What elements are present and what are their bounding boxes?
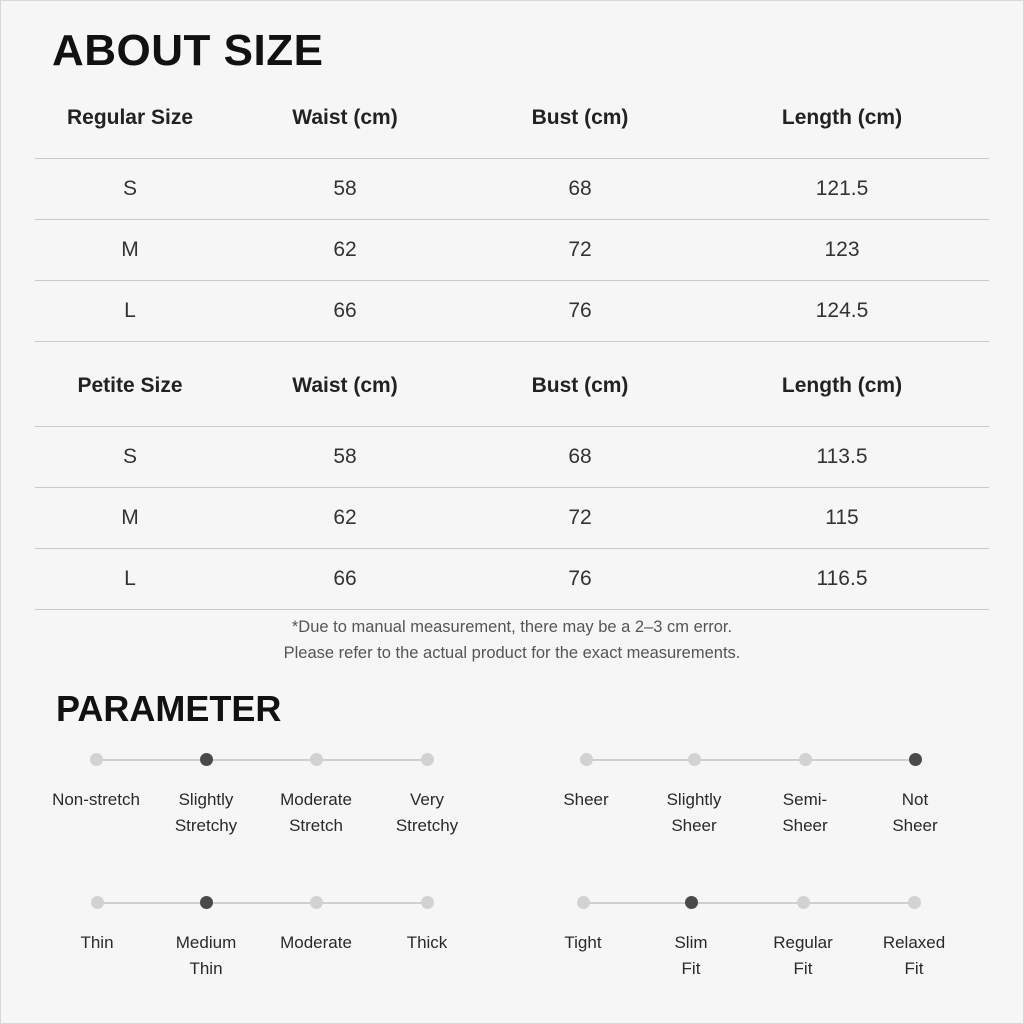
scale-dot-selected — [685, 896, 698, 909]
regular-size-table — [35, 78, 989, 342]
waist-cell: 58 — [225, 427, 465, 488]
scale-label: Moderate — [280, 933, 352, 952]
table-header-row — [35, 78, 989, 159]
scale-dot — [577, 896, 590, 909]
scale-dot — [799, 753, 812, 766]
waist-cell: 58 — [225, 159, 465, 220]
length-cell: 123 — [695, 220, 989, 281]
scale-label: Tight — [564, 933, 602, 952]
scale-label: Not Sheer — [892, 790, 938, 835]
scale-label: Slightly Stretchy — [174, 790, 238, 835]
waist-cell: 66 — [225, 549, 465, 610]
length-cell: 113.5 — [695, 427, 989, 488]
column-header: Length (cm) — [695, 78, 989, 159]
bust-cell: 72 — [465, 488, 695, 549]
scale-dot — [908, 896, 921, 909]
bust-cell: 76 — [465, 549, 695, 610]
length-cell: 124.5 — [695, 281, 989, 342]
scale-label: Slightly Sheer — [666, 790, 722, 835]
table-row — [35, 159, 989, 220]
fit-scale — [0, 902, 1024, 1022]
bust-cell: 68 — [465, 427, 695, 488]
scale-track — [586, 759, 915, 761]
bust-cell: 76 — [465, 281, 695, 342]
size-cell: L — [35, 281, 225, 342]
column-header: Bust (cm) — [465, 78, 695, 159]
size-cell: S — [35, 427, 225, 488]
column-header: Waist (cm) — [225, 346, 465, 427]
scale-label: Medium Thin — [175, 933, 237, 978]
scale-label: Very Stretchy — [395, 790, 459, 835]
scale-label: Relaxed Fit — [882, 933, 946, 978]
length-cell: 121.5 — [695, 159, 989, 220]
scale-label: Moderate Stretch — [280, 790, 352, 835]
column-header: Waist (cm) — [225, 78, 465, 159]
scale-label: Sheer — [563, 790, 609, 809]
scale-dot — [580, 753, 593, 766]
scale-dot — [688, 753, 701, 766]
scale-label: Thin — [80, 933, 114, 952]
column-header: Bust (cm) — [465, 346, 695, 427]
petite-size-table — [35, 346, 989, 610]
waist-cell: 62 — [225, 488, 465, 549]
table-row — [35, 549, 989, 610]
bust-cell: 68 — [465, 159, 695, 220]
note-line: Please refer to the actual product for the exact measurements. — [283, 644, 741, 662]
scale-label: Non-stretch — [52, 790, 140, 809]
column-header: Length (cm) — [695, 346, 989, 427]
column-header: Regular Size — [35, 78, 225, 159]
size-cell: S — [35, 159, 225, 220]
scale-dot — [797, 896, 810, 909]
table-header-row — [35, 346, 989, 427]
length-cell: 116.5 — [695, 549, 989, 610]
length-cell: 115 — [695, 488, 989, 549]
note-line: *Due to manual measurement, there may be a 2–3 cm error. — [291, 618, 733, 636]
size-cell: M — [35, 220, 225, 281]
table-row — [35, 427, 989, 488]
scale-label: Slim Fit — [674, 933, 708, 978]
table-row — [35, 220, 989, 281]
size-cell: L — [35, 549, 225, 610]
parameter-title: PARAMETER — [56, 688, 282, 729]
waist-cell: 62 — [225, 220, 465, 281]
scale-dot-selected — [909, 753, 922, 766]
bust-cell: 72 — [465, 220, 695, 281]
table-row — [35, 488, 989, 549]
waist-cell: 66 — [225, 281, 465, 342]
sheer-scale — [0, 759, 1024, 879]
table-row — [35, 281, 989, 342]
scale-label: Semi- Sheer — [782, 790, 828, 835]
page-title: ABOUT SIZE — [52, 26, 324, 75]
size-cell: M — [35, 488, 225, 549]
scale-label: Regular Fit — [773, 933, 833, 978]
scale-track — [583, 902, 914, 904]
scale-label: Thick — [406, 933, 448, 952]
column-header: Petite Size — [35, 346, 225, 427]
measurement-note — [0, 614, 1024, 666]
